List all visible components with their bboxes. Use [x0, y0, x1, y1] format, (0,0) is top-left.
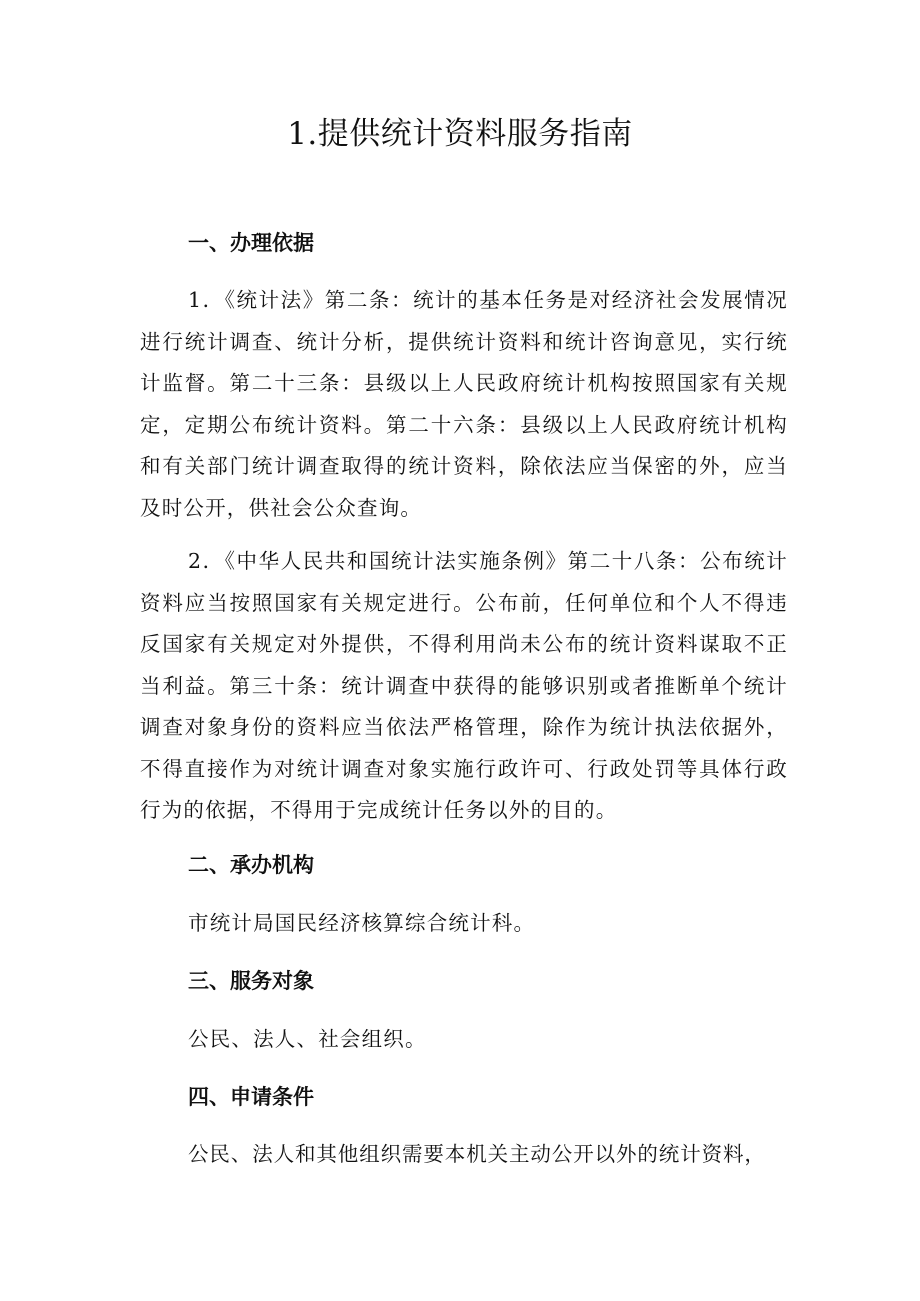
section-basis [140, 222, 788, 832]
section-heading: 四、申请条件 [188, 1084, 314, 1109]
section-heading: 三、服务对象 [188, 968, 314, 993]
paragraph: 公民、法人、社会组织。 [188, 1026, 427, 1051]
section-conditions [140, 1076, 788, 1176]
paragraph: 1．《统计法》第二条：统计的基本任务是对经济社会发展情况进行统计调查、统计分析，提供统计资料和统计咨询意见，实行统计监督。第二十三条：县级以上人民政府统计机构按照国家有关规定，定期公布统计资料。第二十六条：县级以上人民政府统计机构和有关部门统计调查取得的统计资料，除依法应当保密的外，应当及时公开，供社会公众查询。 [140, 288, 788, 520]
document-body [140, 222, 788, 1175]
paragraph: 2．《中华人民共和国统计法实施条例》第二十八条：公布统计资料应当按照国家有关规定进行。公布前，任何单位和个人不得违反国家有关规定对外提供，不得利用尚未公布的统计资料谋取不正当利益。第三十条：统计调查中获得的能够识别或者推断单个统计调查对象身份的资料应当依法严格管理，除作为统计执法依据外，不得直接作为对统计调查对象实施行政许可、行政处罚等具体行政行为的依据，不得用于完成统计任务以外的目的。 [140, 549, 788, 822]
paragraph: 公民、法人和其他组织需要本机关主动公开以外的统计资料， [188, 1141, 766, 1166]
section-heading: 一、办理依据 [188, 231, 314, 255]
section-heading: 二、承办机构 [188, 852, 314, 877]
document-title: 1.提供统计资料服务指南 [287, 116, 633, 152]
section-service-target [140, 960, 788, 1076]
paragraph: 市统计局国民经济核算综合统计科。 [188, 910, 536, 935]
section-agency [140, 844, 788, 960]
